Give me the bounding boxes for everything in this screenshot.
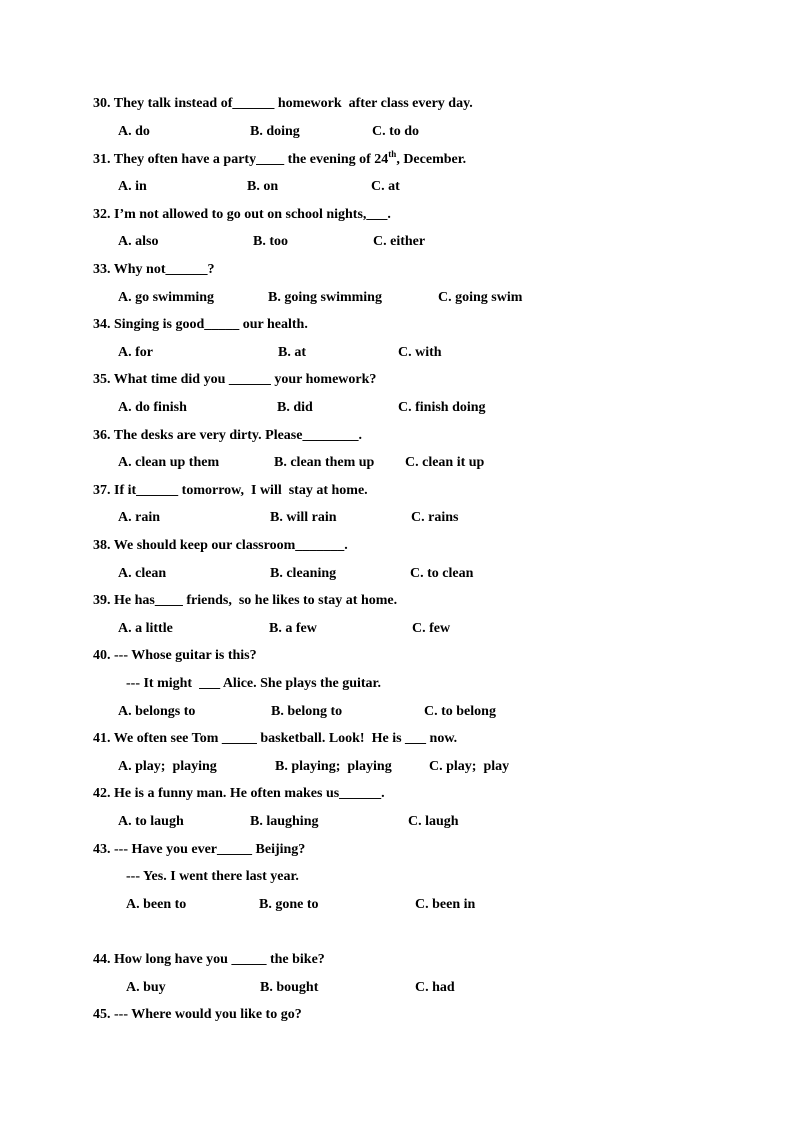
question-31-stem bbox=[93, 151, 466, 169]
question-41-stem: 41. We often see Tom _____ basketball. Look! He is ___ now. bbox=[93, 731, 458, 746]
question-37-stem: 37. If it______ tomorrow, I will stay at home. bbox=[93, 483, 368, 498]
question-43-option-a: A. been to bbox=[126, 897, 187, 912]
question-38-option-b: B. cleaning bbox=[270, 566, 337, 581]
question-40-reply: --- It might ___ Alice. She plays the guitar. bbox=[126, 676, 381, 691]
question-33-option-b: B. going swimming bbox=[268, 290, 382, 305]
question-36-option-b: B. clean them up bbox=[274, 455, 375, 470]
question-31-option-b: B. on bbox=[247, 179, 279, 194]
question-38-option-a: A. clean bbox=[118, 566, 167, 581]
question-30-option-c: C. to do bbox=[372, 124, 420, 139]
question-32-option-c: C. either bbox=[373, 234, 426, 249]
question-39-stem: 39. He has____ friends, so he likes to stay at home. bbox=[93, 593, 398, 608]
question-44-option-a: A. buy bbox=[126, 980, 166, 995]
question-43-reply: --- Yes. I went there last year. bbox=[126, 869, 299, 884]
question-33-stem: 33. Why not______? bbox=[93, 262, 215, 277]
question-32-stem: 32. I’m not allowed to go out on school nights,___. bbox=[93, 207, 391, 222]
question-39-option-a: A. a little bbox=[118, 621, 173, 636]
question-32-option-a: A. also bbox=[118, 234, 159, 249]
question-37-option-a: A. rain bbox=[118, 510, 160, 525]
question-31-stem-text: 31. They often have a party____ the evening of 24 bbox=[93, 152, 389, 167]
question-36-stem: 36. The desks are very dirty. Please________. bbox=[93, 428, 362, 443]
question-33-option-a: A. go swimming bbox=[118, 290, 215, 305]
question-44-option-b: B. bought bbox=[260, 980, 319, 995]
question-42-option-a: A. to laugh bbox=[118, 814, 184, 829]
question-31-option-c: C. at bbox=[371, 179, 400, 194]
question-38-option-c: C. to clean bbox=[410, 566, 474, 581]
question-35-option-c: C. finish doing bbox=[398, 400, 486, 415]
question-30-option-a: A. do bbox=[118, 124, 150, 139]
question-34-option-c: C. with bbox=[398, 345, 442, 360]
question-37-option-b: B. will rain bbox=[270, 510, 337, 525]
question-40-stem: 40. --- Whose guitar is this? bbox=[93, 648, 257, 663]
question-36-option-a: A. clean up them bbox=[118, 455, 220, 470]
question-41-option-a: A. play; playing bbox=[118, 759, 217, 774]
question-31-option-a: A. in bbox=[118, 179, 147, 194]
question-35-stem: 35. What time did you ______ your homework? bbox=[93, 372, 377, 387]
question-30-stem: 30. They talk instead of______ homework after class every day. bbox=[93, 96, 473, 111]
question-31-superscript: th bbox=[388, 149, 397, 159]
question-40-option-c: C. to belong bbox=[424, 704, 496, 719]
question-41-option-b: B. playing; playing bbox=[275, 759, 392, 774]
question-42-option-b: B. laughing bbox=[250, 814, 319, 829]
question-44-stem: 44. How long have you _____ the bike? bbox=[93, 952, 325, 967]
question-38-stem: 38. We should keep our classroom_______. bbox=[93, 538, 348, 553]
question-36-option-c: C. clean it up bbox=[405, 455, 485, 470]
question-43-option-c: C. been in bbox=[415, 897, 476, 912]
question-41-option-c: C. play; play bbox=[429, 759, 510, 774]
question-40-option-b: B. belong to bbox=[271, 704, 343, 719]
question-39-option-c: C. few bbox=[412, 621, 451, 636]
question-35-option-b: B. did bbox=[277, 400, 313, 415]
question-42-stem: 42. He is a funny man. He often makes us______. bbox=[93, 786, 385, 801]
question-39-option-b: B. a few bbox=[269, 621, 317, 636]
question-32-option-b: B. too bbox=[253, 234, 288, 249]
question-43-stem: 43. --- Have you ever_____ Beijing? bbox=[93, 842, 306, 857]
question-40-option-a: A. belongs to bbox=[118, 704, 196, 719]
question-30-option-b: B. doing bbox=[250, 124, 300, 139]
question-35-option-a: A. do finish bbox=[118, 400, 187, 415]
question-45-stem: 45. --- Where would you like to go? bbox=[93, 1007, 302, 1022]
question-42-option-c: C. laugh bbox=[408, 814, 459, 829]
question-43-option-b: B. gone to bbox=[259, 897, 319, 912]
question-33-option-c: C. going swim bbox=[438, 290, 523, 305]
question-34-option-a: A. for bbox=[118, 345, 153, 360]
question-37-option-c: C. rains bbox=[411, 510, 459, 525]
question-34-stem: 34. Singing is good_____ our health. bbox=[93, 317, 308, 332]
question-34-option-b: B. at bbox=[278, 345, 306, 360]
question-44-option-c: C. had bbox=[415, 980, 455, 995]
question-31-stem-end: , December. bbox=[396, 152, 467, 167]
